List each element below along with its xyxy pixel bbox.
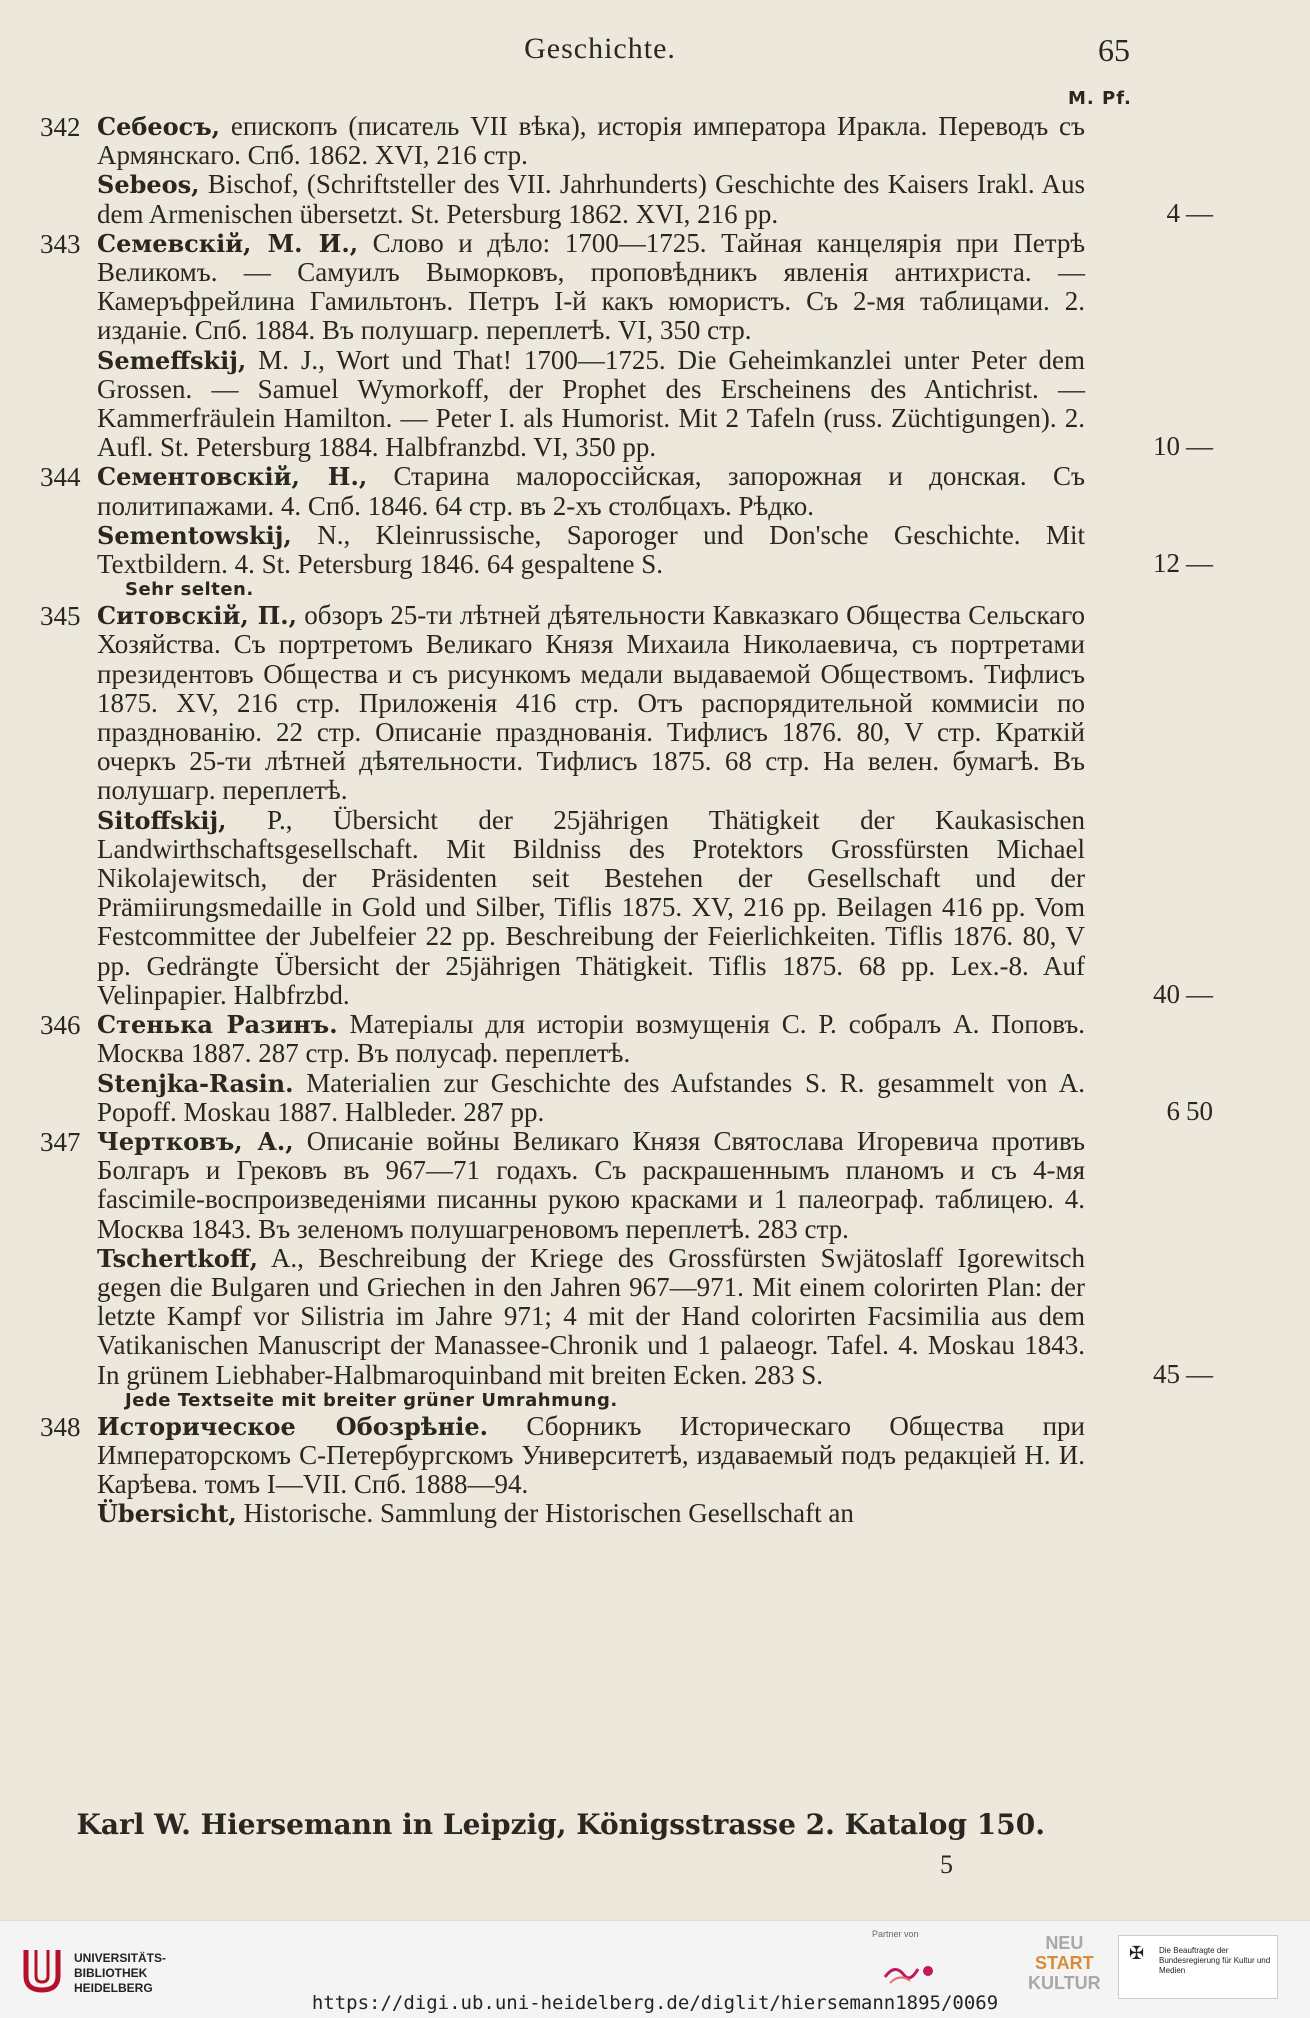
entry-german-description: [97, 1499, 1085, 1528]
viewer-bottom-bar: [0, 1920, 1310, 2018]
entry-number: 348: [40, 1411, 81, 1442]
price-marks: 40: [1153, 979, 1180, 1010]
entry-text: Bischof, (Schriftsteller des VII. Jahrhunderts) Geschichte des Kaisers Irakl. Aus dem Armenischen übersetzt. St. Petersburg 1862. XVI, 216 pp.: [97, 169, 1085, 229]
entry-russian-description: [97, 1412, 1085, 1500]
entry-headword: Sementowskij,: [97, 520, 292, 550]
permalink-url[interactable]: https://digi.ub.uni-heidelberg.de/diglit/hiersemann1895/0069: [311, 1992, 999, 2014]
price-pfennig: 50: [1186, 1095, 1213, 1126]
price-pfennig: —: [1186, 431, 1213, 462]
entry-text: A., Beschreibung der Kriege des Grossfürsten Swjätoslaff Igorewitsch gegen die Bulgaren und Griechen in den Jahren 967—971. Mit einem colorirten Plan: der letzte Kampf vor Silistria im Jahre 971; 4 mit der Hand colorirten Facsimilia aus dem Vatikanischen Manuscript der Manassee-Chronik und 1 palaeogr. Tafel. 4. Moskau 1843. In grünem Liebhaber-Halbmaroquinband mit breiten Ecken. 283 S.: [97, 1242, 1085, 1390]
catalog-entry: [40, 1127, 1290, 1412]
entry-german-description: [97, 1244, 1085, 1390]
university-library-logo-icon: [22, 1946, 62, 1994]
page-number: 65: [1098, 32, 1130, 68]
catalog-entry: [40, 112, 1290, 229]
entry-note: Sehr selten.: [125, 579, 254, 601]
entry-russian-description: [97, 229, 1085, 346]
entry-german-description: [97, 1069, 1085, 1127]
entry-text: N., Kleinrussische, Saporoger und Don'sche Geschichte. Mit Textbildern. 4. St. Petersburg 1846. 64 gespaltene S.: [97, 519, 1085, 580]
entry-text: P., Übersicht der 25jährigen Thätigkeit der Kaukasischen Landwirthschaftsgesellschaft. Mit Bildniss des Protektors Grossfürsten Michael Nikolajewitsch, der Präsidenten seit Bestehen der Gesellschaft und der Prämiirungsmedaille in Gold und Silber, Tiflis 1875. XV, 216 pp. Beilagen 416 pp. Vom Festcommittee der Jubelfeier 22 pp. Beschreibung der Feierlichkeiten. Tiflis 1876. 80, V pp. Gedrängte Übersicht der 25jährigen Thätigkeit. Tiflis 1875. 68 pp. Lex.-8. Auf Velinpapier. Halbfrzbd.: [97, 804, 1085, 1010]
entry-headword: Tschertkoff,: [97, 1243, 258, 1273]
entry-text: M. J., Wort und That! 1700—1725. Die Geheimkanzlei unter Peter dem Grossen. — Samuel Wymorkoff, der Prophet des Erscheinens des Antichrist. — Kammerfräulein Hamilton. — Peter I. als Humorist. Mit 2 Tafeln (russ. Züchtigungen). 2. Aufl. St. Petersburg 1884. Halbfranzbd. VI, 350 pp.: [97, 344, 1085, 463]
price-pfennig: —: [1186, 548, 1213, 579]
entry-headword: Semeffskij,: [97, 345, 247, 375]
entry-text: Сборникъ Историческаго Общества при Императорскомъ С-Петербургскомъ Университетѣ, издаваемый подъ редакціей Н. И. Карѣева. томъ I—VII. Спб. 1888—94.: [97, 1410, 1085, 1500]
entry-headword: Чертковъ, А.,: [97, 1126, 294, 1156]
entry-note: Jede Textseite mit breiter grüner Umrahmung.: [125, 1389, 618, 1411]
entry-text: Старина малороссійская, запорожная и донская. Съ политипажами. 4. Спб. 1846. 64 стр. въ 2-хъ столбцахъ. Рѣдко.: [97, 461, 1085, 521]
entry-german-description: [97, 521, 1085, 579]
entry-number: 346: [40, 1010, 81, 1041]
running-title: Geschichte.: [524, 32, 676, 65]
catalog-footer: Karl W. Hiersemann in Leipzig, Königsstrasse 2. Katalog 150.: [76, 1808, 1045, 1841]
federal-eagle-icon: ✠: [1129, 1943, 1145, 1963]
entry-headword: Историческое Обозрѣніе.: [97, 1411, 488, 1441]
entry-headword: Übersicht,: [97, 1499, 237, 1529]
neustart-kultur-logo: NEU START KULTUR: [1028, 1933, 1101, 1993]
price-marks: 4: [1166, 197, 1180, 228]
entry-number: 344: [40, 462, 81, 493]
entry-headword: Stenjka-Rasin.: [97, 1068, 294, 1098]
catalog-entry: [40, 1412, 1290, 1529]
catalog-entries: [40, 112, 1290, 1529]
entry-russian-description: [97, 112, 1085, 170]
entry-number: 345: [40, 601, 81, 632]
library-name: UNIVERSITÄTS- BIBLIOTHEK HEIDELBERG: [74, 1951, 167, 1995]
entry-german-description: [97, 170, 1085, 228]
entry-text: Матеріалы для исторіи возмущенія С. Р. собралъ А. Поповъ. Москва 1887. 287 стр. Въ полусаф. переплетѣ.: [97, 1009, 1085, 1069]
entry-text: Описаніе войны Великаго Князя Святослава Игоревича противъ Болгаръ и Грековъ въ 967—71 годахъ. Съ раскрашеннымъ планомъ и съ 4-мя fascimile-воспроизведеніями писанны рукою красками и 1 палеограф. таблицею. 4. Москва 1843. Въ зеленомъ полушагреновомъ переплетѣ. 283 стр.: [97, 1125, 1085, 1244]
entry-headword: Стенька Разинъ.: [97, 1010, 338, 1040]
price-pfennig: —: [1186, 197, 1213, 228]
price-pfennig: —: [1186, 1358, 1213, 1389]
entry-russian-description: [97, 1010, 1085, 1068]
entry-text: Слово и дѣло: 1700—1725. Тайная канцелярія при Петрѣ Великомъ. — Самуилъ Выморковъ, проповѣдникъ явленія антихриста. — Камеръфрейлина Гамильтонъ. Петръ І-й какъ юмористъ. Съ 2-мя таблицами. 2. изданіе. Спб. 1884. Въ полушагр. переплетѣ. VI, 350 стр.: [97, 227, 1085, 346]
catalog-entry: [40, 1010, 1290, 1127]
entry-number: 343: [40, 228, 81, 259]
entry-text: епископъ (писатель VII вѣка), исторія императора Иракла. Переводъ съ Армянскаго. Спб. 1862. XVI, 216 стр.: [97, 111, 1085, 171]
price-marks: 6: [1166, 1095, 1180, 1126]
entry-text: обзоръ 25-ти лѣтней дѣятельности Кавказкаго Общества Сельскаго Хозяйства. Съ портретомъ Великаго Князя Михаила Николаевича, съ портретами президентовъ Общества и съ рисункомъ медали выдаваемой Обществомъ. Тифлисъ 1875. XV, 216 стр. Приложенія 416 стр. Отъ распорядительной коммисіи по празднованію. 22 стр. Описаніе празднованія. Тифлисъ 1876. 80, V стр. Краткій очеркъ 25-ти лѣтней дѣятельности. Тифлисъ 1875. 68 стр. На велен. бумагѣ. Въ полушагр. переплетѣ.: [97, 600, 1085, 806]
catalog-entry: [40, 462, 1290, 601]
entry-russian-description: [97, 1127, 1085, 1244]
entry-headword: Сементовскій, Н.,: [97, 462, 368, 492]
entry-number: 347: [40, 1126, 81, 1157]
catalog-entry: [40, 229, 1290, 463]
entry-german-description: [97, 806, 1085, 1010]
entry-text: Materialien zur Geschichte des Aufstandes S. R. gesammelt von A. Popoff. Moskau 1887. Halbleder. 287 pp.: [97, 1067, 1085, 1127]
currency-unit-label: M. Pf.: [1068, 88, 1132, 109]
entry-headword: Семевскій, М. И.,: [97, 228, 359, 258]
deutsche-digitale-bibliothek-logo-icon: [880, 1955, 940, 1995]
entry-german-description: [97, 346, 1085, 463]
catalog-entry: [40, 601, 1290, 1010]
price-marks: 12: [1153, 548, 1180, 579]
partner-label: Partner von: [872, 1929, 919, 1939]
entry-text: Historische. Sammlung der Historischen Gesellschaft an: [236, 1498, 854, 1529]
price-pfennig: —: [1186, 979, 1213, 1010]
entry-russian-description: [97, 601, 1085, 805]
entry-headword: Sebeos,: [97, 170, 200, 200]
entry-headword: Sitoffskij,: [97, 805, 227, 835]
bkm-logo: ✠ Die Beauftragte der Bundesregierung für Kultur und Medien: [1118, 1935, 1278, 1999]
entry-headword: Себеосъ,: [97, 112, 221, 141]
signature-number: 5: [940, 1850, 953, 1879]
entry-number: 342: [40, 112, 81, 142]
entry-headword: Ситовскій, П.,: [97, 601, 297, 631]
price-marks: 10: [1153, 431, 1180, 462]
entry-russian-description: [97, 462, 1085, 520]
price-marks: 45: [1153, 1358, 1180, 1389]
